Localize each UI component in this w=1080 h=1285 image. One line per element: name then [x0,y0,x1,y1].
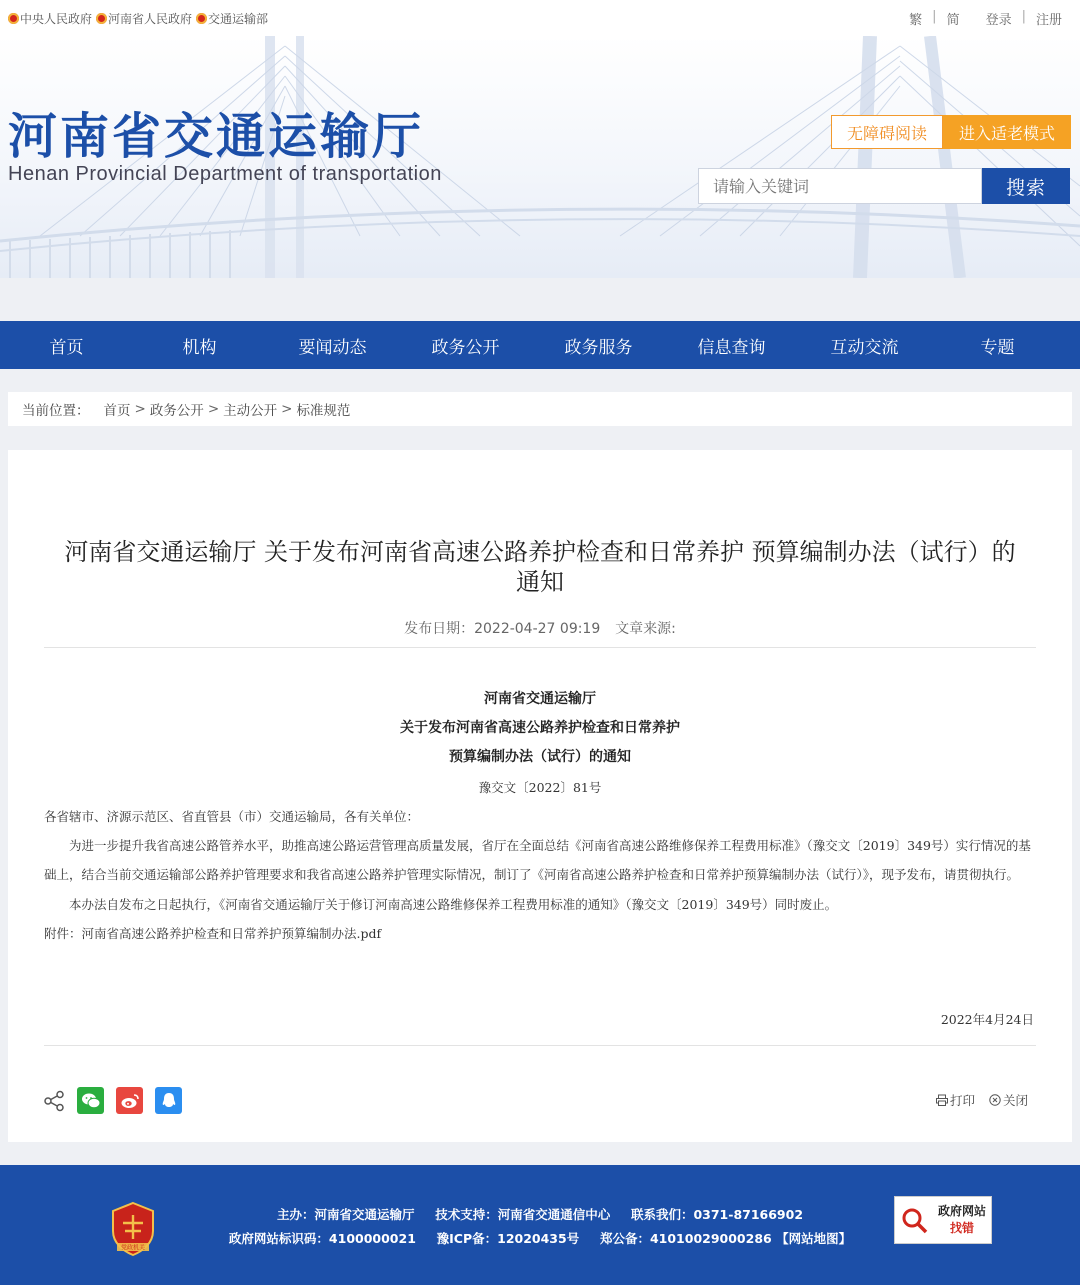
document-issuer: 河南省交通运输厅 [484,691,596,707]
top-links [8,10,268,27]
document-heading: 预算编制办法（试行）的通知 [449,749,631,765]
article-meta [8,618,1072,638]
nav-item-topics[interactable]: 专题 [980,337,1015,358]
footer-site-id-label: 政府网站标识码： [228,1231,329,1246]
article-title [38,537,1042,597]
footer-contact: 0371-87166902 [693,1207,804,1222]
gov-site-error-report-badge[interactable] [894,1196,992,1244]
simplified-chinese-link[interactable]: 简 [946,13,960,28]
party-badge-label: 党政机关 [120,1244,146,1252]
accessibility-reading-button[interactable]: 无障碍阅读 [831,115,943,149]
breadcrumb-item-gov-affairs[interactable]: 政务公开 [149,403,204,419]
site-title: 河南省交通运输厅 [8,108,425,165]
register-link[interactable]: 注册 [1035,13,1062,28]
nav-item-info-query[interactable]: 信息查询 [697,337,766,358]
footer-tech-label: 技术支持： [435,1207,498,1222]
national-emblem-icon [196,13,207,24]
breadcrumb-separator: > [207,401,220,417]
article-container [8,450,1072,1142]
article-source-label: 文章来源: [615,621,676,637]
search-button[interactable]: 搜索 [982,168,1070,204]
share-icon[interactable] [43,1090,65,1112]
error-report-text [933,1203,991,1237]
nav-item-gov-affairs-open[interactable]: 政务公开 [431,337,500,358]
signature-date: 2022年4月24日 [940,1012,1034,1027]
close-button[interactable] [989,1091,1028,1109]
separator: | [932,9,937,24]
national-emblem-icon [8,13,19,24]
article-body [44,802,1036,948]
error-report-line: 找错 [949,1221,974,1235]
footer-icp[interactable]: 12020435号 [497,1231,580,1246]
login-link[interactable]: 登录 [985,13,1012,28]
breadcrumb-item-standards[interactable]: 标准规范 [296,403,351,419]
top-link-central-gov[interactable] [8,10,92,27]
wechat-share-icon[interactable] [77,1087,104,1114]
print-label: 打印 [949,1093,975,1108]
footer-host: 河南省交通运输厅 [314,1207,415,1222]
elderly-mode-button[interactable]: 进入适老模式 [943,115,1071,149]
breadcrumb-prefix: 当前位置： [22,403,90,419]
document-number: 豫交文〔2022〕81号 [478,780,602,795]
top-link-label: 中央人民政府 [20,12,93,26]
top-link-mot[interactable] [196,10,268,27]
document-heading: 关于发布河南省高速公路养护检查和日常养护 [400,720,680,736]
close-icon [989,1094,1001,1106]
site-header [0,36,1080,278]
publish-date: 2022-04-27 09:19 [474,621,601,637]
share-bar [43,1087,182,1114]
nav-item-gov-services[interactable]: 政务服务 [564,337,633,358]
nav-item-organization[interactable]: 机构 [182,337,217,358]
site-title-english: Henan Provincial Department of transportation [8,163,442,185]
separator: | [1021,9,1026,24]
footer-tech: 河南省交通通信中心 [497,1207,611,1222]
top-link-label: 交通运输部 [208,12,269,26]
footer-host-label: 主办： [276,1207,315,1222]
attachment-label: 附件： [44,925,82,941]
footer-icp-label: 豫ICP备： [436,1231,498,1246]
breadcrumb [8,392,1072,426]
top-link-henan-gov[interactable] [96,10,192,27]
search-input[interactable] [699,169,981,203]
breadcrumb-item-home[interactable]: 首页 [103,403,131,419]
national-emblem-icon [96,13,107,24]
main-nav [0,321,1080,369]
close-label: 关闭 [1002,1093,1028,1108]
attachment [44,919,1036,948]
magnifier-icon [895,1197,933,1243]
breadcrumb-separator: > [134,401,146,417]
site-footer [0,1165,1080,1285]
printer-icon [936,1094,948,1106]
body-paragraph: 本办法自发布之日起执行，《河南省交通运输厅关于修订河南高速公路维修保养工程费用标准的通知》（豫交文〔2019〕349号）同时废止。 [69,896,838,912]
breadcrumb-separator: > [281,401,293,417]
footer-site-id: 4100000021 [328,1231,416,1246]
error-report-line: 政府网站 [937,1204,986,1218]
top-right-links [909,9,1062,28]
divider [44,1045,1036,1046]
article-title-line: 通知 [516,568,564,596]
divider [44,647,1036,648]
publish-date-label: 发布日期： [404,621,475,637]
article-title-line: 河南省交通运输厅 关于发布河南省高速公路养护检查和日常养护 预算编制办法（试行）的 [64,538,1016,566]
body-paragraph: 为进一步提升我省高速公路管养水平，助推高速公路运营管理高质量发展，省厅在全面总结《河南省高速公路维修保养工程费用标准》（豫交文〔2019〕349号）实行情况的基础上，结合当前交通运输部公路养护管理要求和我省高速公路养护管理实际情况，制订了《河南省高速公路养护检查和日常养护预算编制办法（试行）》，现予发布，请贯彻执行。 [44,838,1031,883]
footer-police[interactable]: 41010029000286 [649,1231,772,1246]
traditional-chinese-link[interactable]: 繁 [909,13,923,28]
salutation: 各省辖市、济源示范区、省直管县（市）交通运输局，各有关单位： [44,809,420,824]
print-button[interactable] [936,1091,975,1109]
attachment-link[interactable]: 河南省高速公路养护检查和日常养护预算编制办法.pdf [81,925,382,941]
weibo-share-icon[interactable] [116,1087,143,1114]
footer-police-label: 郑公备： [599,1231,650,1246]
top-link-label: 河南省人民政府 [108,12,193,26]
footer-sitemap-link[interactable]: 【网站地图】 [776,1231,852,1246]
nav-item-interaction[interactable]: 互动交流 [830,337,899,358]
top-bar [0,0,1080,36]
qq-share-icon[interactable] [155,1087,182,1114]
article-actions [936,1091,1028,1109]
nav-item-news[interactable]: 要闻动态 [298,337,367,358]
breadcrumb-item-active-disclosure[interactable]: 主动公开 [223,403,278,419]
nav-item-home[interactable]: 首页 [49,337,84,358]
search-box [698,168,982,204]
spacer [970,9,976,28]
footer-contact-label: 联系我们： [630,1207,694,1222]
